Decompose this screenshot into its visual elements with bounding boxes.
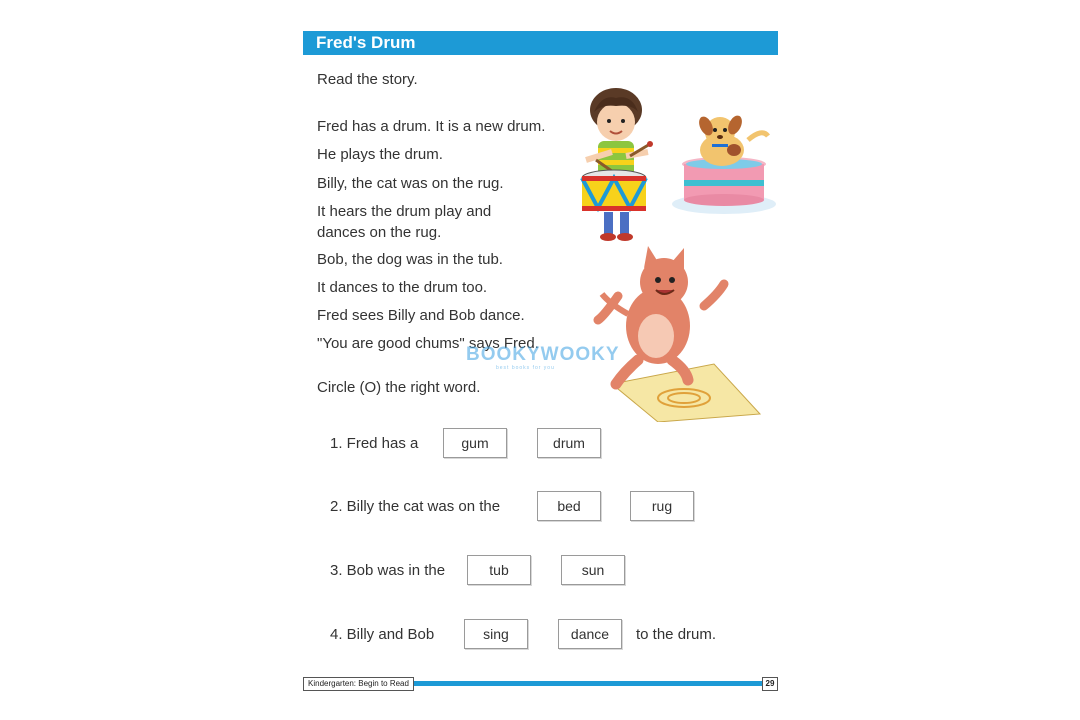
page-number: 29 — [762, 677, 778, 691]
story-line: It hears the drum play and dances on the rug. — [317, 203, 492, 241]
dog-in-tub-illustration — [672, 110, 780, 220]
intro-text: Read the story. — [317, 71, 418, 88]
watermark-tagline: best books for you — [496, 365, 555, 371]
story-line: Bob, the dog was in the tub. — [317, 251, 503, 268]
question-text: 2. Billy the cat was on the — [330, 498, 501, 515]
question-2 — [330, 491, 700, 523]
question-3 — [330, 555, 630, 587]
question-text: 4. Billy and Bob — [330, 626, 435, 643]
answer-option[interactable]: dance — [558, 619, 622, 649]
boy-drummer-illustration — [572, 86, 662, 244]
question-1 — [330, 428, 610, 460]
question-text: 3. Bob was in the — [330, 562, 446, 579]
question-text: 1. Fred has a — [330, 435, 419, 452]
question-4 — [330, 619, 750, 651]
page-title: Fred's Drum — [303, 31, 778, 55]
story-line: Fred has a drum. It is a new drum. — [317, 118, 546, 135]
story-line: "You are good chums" says Fred. — [317, 335, 539, 352]
story-line: He plays the drum. — [317, 146, 443, 163]
answer-option[interactable]: rug — [630, 491, 694, 521]
watermark-logo: BOOKYWOOKY — [466, 344, 620, 365]
answer-option[interactable]: drum — [537, 428, 601, 458]
story-line: Billy, the cat was on the rug. — [317, 175, 504, 192]
answer-option[interactable]: gum — [443, 428, 507, 458]
story-line: It dances to the drum too. — [317, 279, 488, 296]
story-line: Fred sees Billy and Bob dance. — [317, 307, 525, 324]
answer-option[interactable]: sun — [561, 555, 625, 585]
answer-option[interactable]: sing — [464, 619, 528, 649]
footer-book-title: Kindergarten: Begin to Read — [303, 677, 414, 691]
question-suffix: to the drum. — [636, 626, 717, 643]
dancing-cat-illustration — [592, 244, 762, 422]
instruction-text: Circle (O) the right word. — [317, 379, 481, 396]
answer-option[interactable]: bed — [537, 491, 601, 521]
answer-option[interactable]: tub — [467, 555, 531, 585]
